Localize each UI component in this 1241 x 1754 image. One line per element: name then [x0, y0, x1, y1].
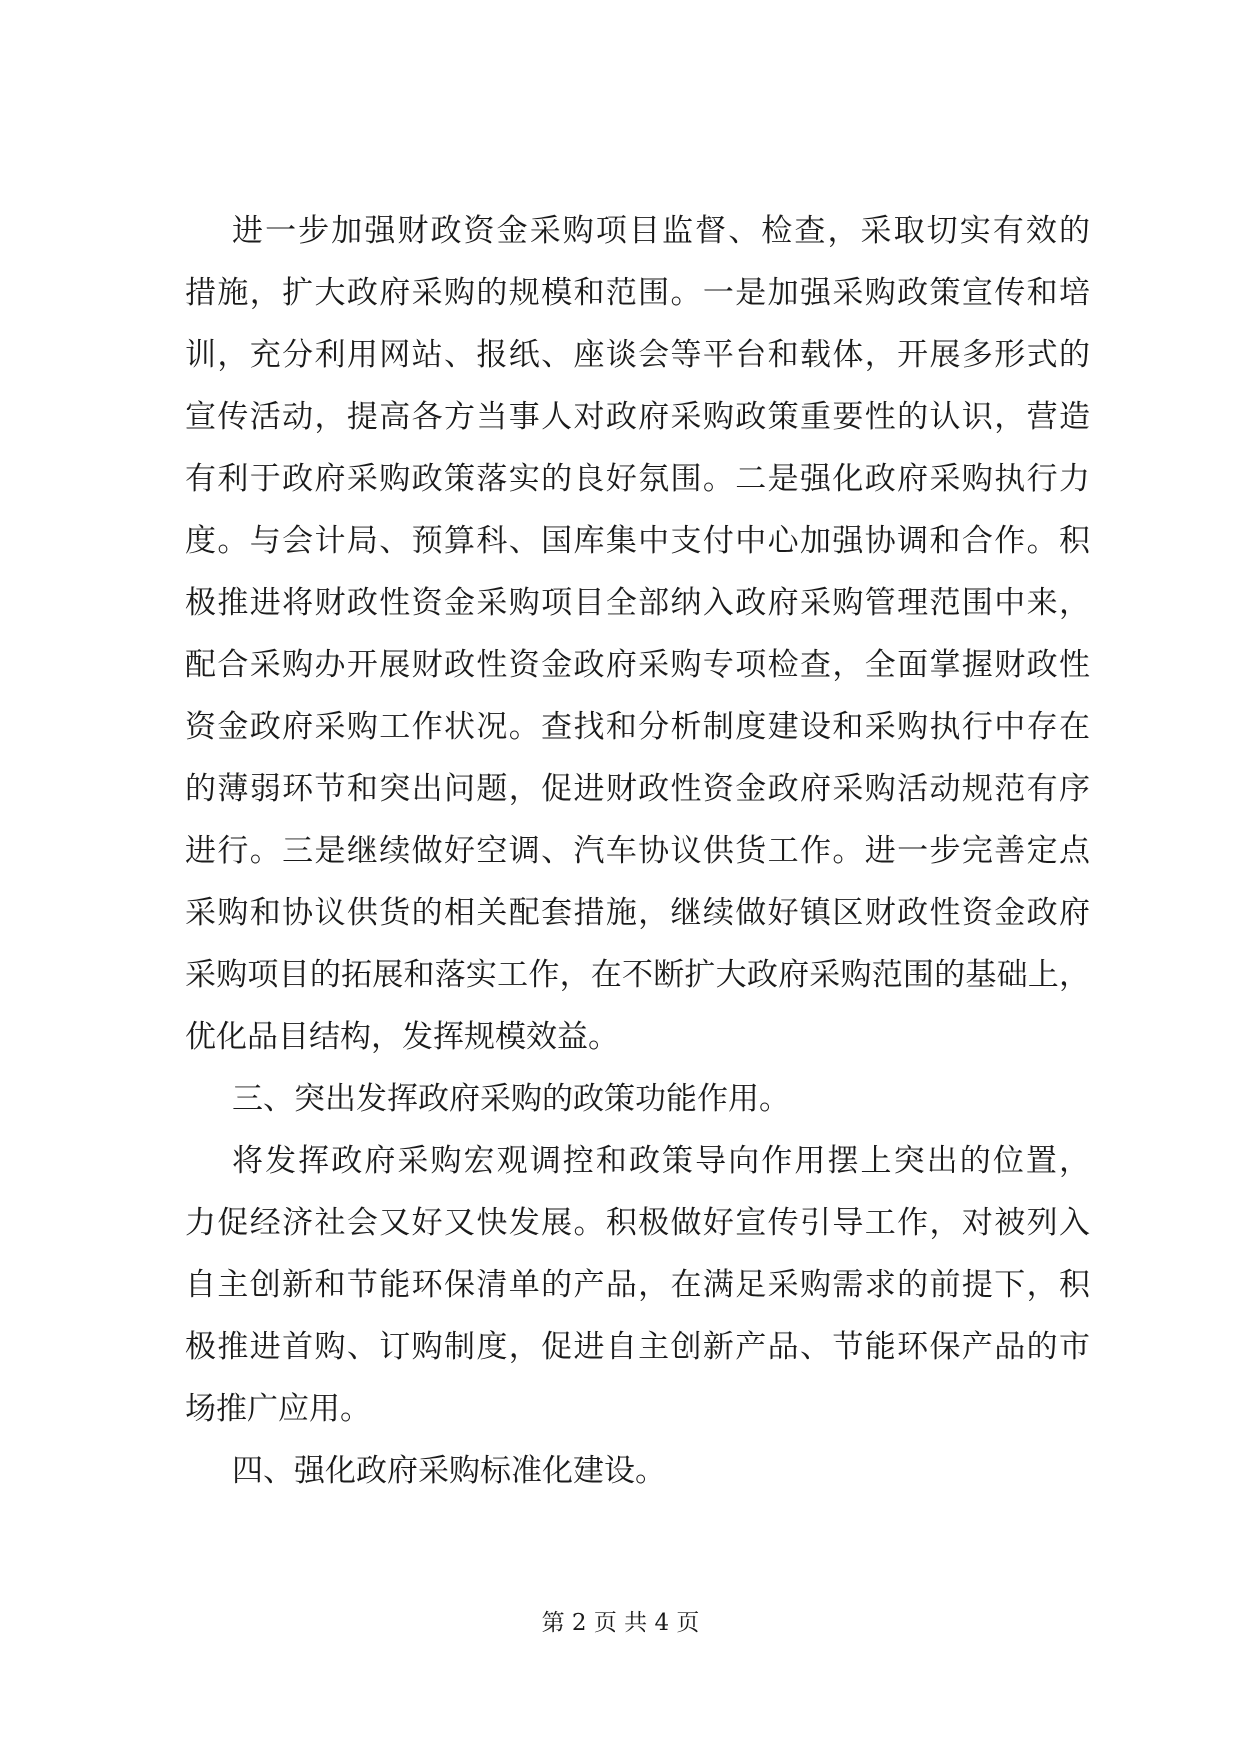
paragraph-2-line-5: 场推广应用。: [185, 1391, 371, 1427]
page-number: 第 2 页 共 4 页: [541, 1610, 700, 1636]
paragraph-1-line-13: 采购项目的拓展和落实工作，在不断扩大政府采购范围的基础上，: [185, 957, 1090, 993]
paragraph-1-line-1: 进一步加强财政资金采购项目监督、检查，采取切实有效的: [232, 213, 1090, 249]
paragraph-1-line-6: 度。与会计局、预算科、国库集中支付中心加强协调和合作。积: [185, 523, 1090, 559]
paragraph-2-line-3: 自主创新和节能环保清单的产品，在满足采购需求的前提下，积: [185, 1267, 1090, 1303]
paragraph-1-line-10: 的薄弱环节和突出问题，促进财政性资金政府采购活动规范有序: [185, 771, 1090, 807]
section-heading-3: 三、突出发挥政府采购的政策功能作用。: [232, 1081, 790, 1117]
paragraph-1-line-2: 措施，扩大政府采购的规模和范围。一是加强采购政策宣传和培: [185, 275, 1090, 311]
paragraph-1-line-4: 宣传活动，提高各方当事人对政府采购政策重要性的认识，营造: [185, 399, 1090, 435]
paragraph-1-line-5: 有利于政府采购政策落实的良好氛围。二是强化政府采购执行力: [185, 461, 1090, 497]
paragraph-1-line-9: 资金政府采购工作状况。查找和分析制度建设和采购执行中存在: [185, 709, 1090, 745]
paragraph-1-line-3: 训，充分利用网站、报纸、座谈会等平台和载体，开展多形式的: [185, 337, 1090, 373]
paragraph-1-line-8: 配合采购办开展财政性资金政府采购专项检查，全面掌握财政性: [185, 647, 1090, 683]
paragraph-1-line-7: 极推进将财政性资金采购项目全部纳入政府采购管理范围中来，: [185, 585, 1090, 621]
paragraph-2-line-2: 力促经济社会又好又快发展。积极做好宣传引导工作，对被列入: [185, 1205, 1090, 1241]
paragraph-1-line-12: 采购和协议供货的相关配套措施，继续做好镇区财政性资金政府: [185, 895, 1090, 931]
paragraph-2-line-1: 将发挥政府采购宏观调控和政策导向作用摆上突出的位置，: [232, 1143, 1090, 1179]
paragraph-1-line-14: 优化品目结构，发挥规模效益。: [185, 1019, 619, 1055]
section-heading-4: 四、强化政府采购标准化建设。: [232, 1453, 666, 1489]
paragraph-1-line-11: 进行。三是继续做好空调、汽车协议供货工作。进一步完善定点: [185, 833, 1090, 869]
paragraph-2-line-4: 极推进首购、订购制度，促进自主创新产品、节能环保产品的市: [185, 1329, 1090, 1365]
